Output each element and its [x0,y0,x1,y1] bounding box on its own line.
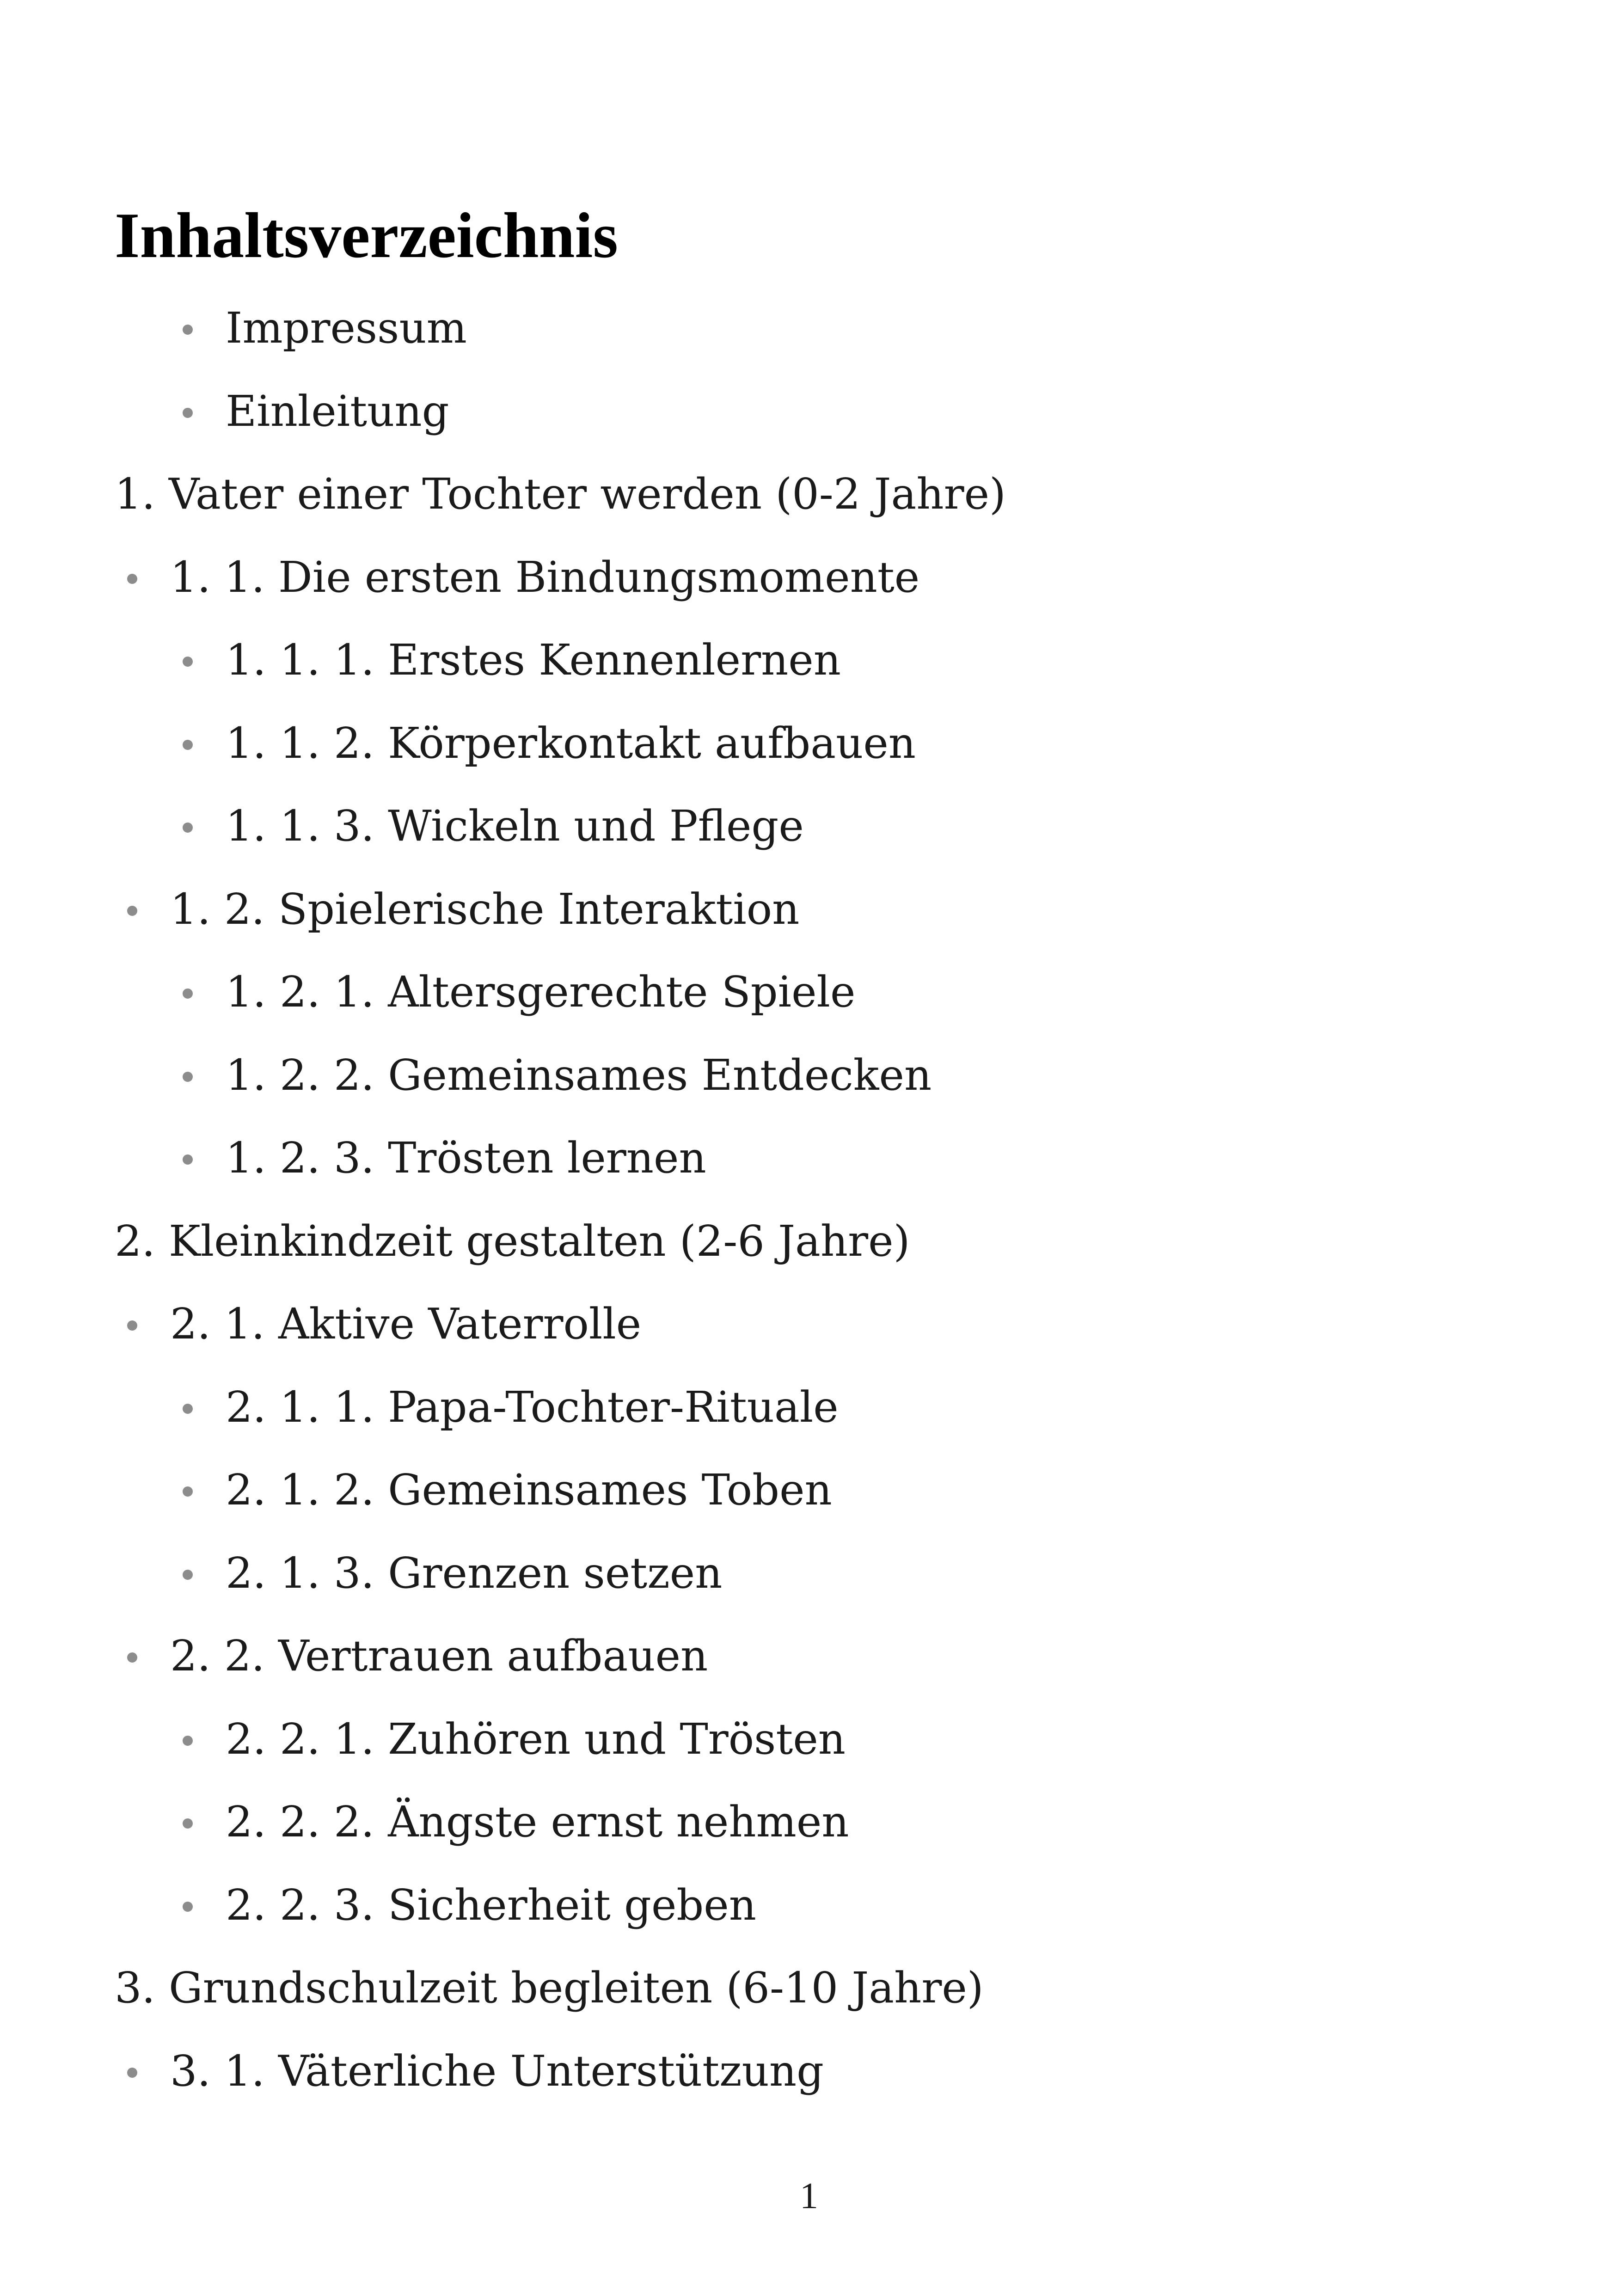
toc-entry-label: 1. 1. 3. Wickeln und Pflege [226,801,804,851]
bullet-icon [183,1902,193,1912]
toc-entry-label: 3. Grundschulzeit begleiten (6-10 Jahre) [115,1963,984,2013]
bullet-icon [183,657,193,667]
bullet-icon [127,1652,137,1663]
toc-entry-label: 3. 1. Väterliche Unterstützung [170,2046,824,2096]
bullet-icon [127,574,137,584]
toc-title: Inhaltsverzeichnis [115,200,618,271]
bullet-icon [127,2068,137,2078]
bullet-icon [183,1404,193,1414]
toc-entry-label: 2. 2. 2. Ängste ernst nehmen [226,1797,849,1847]
page-number: 1 [800,2176,818,2216]
toc-entry-label: 2. Kleinkindzeit gestalten (2-6 Jahre) [115,1216,910,1266]
toc-entry-label: 2. 1. 1. Papa-Tochter-Rituale [226,1382,839,1432]
toc-entry-label: 2. 1. 2. Gemeinsames Toben [226,1465,832,1515]
toc-entry-label: 1. 2. 2. Gemeinsames Entdecken [226,1050,932,1100]
toc-entry-label: 1. Vater einer Tochter werden (0-2 Jahre) [115,469,1006,519]
toc-entry-label: 2. 2. 1. Zuhören und Trösten [226,1714,846,1764]
bullet-icon [183,1154,193,1165]
bullet-icon [183,1570,193,1580]
toc-entry-label: 1. 2. Spielerische Interaktion [170,884,800,934]
bullet-icon [183,408,193,418]
bullet-icon [183,1486,193,1497]
toc-entry-label: 2. 2. Vertrauen aufbauen [170,1631,708,1681]
toc-entry-label: 1. 2. 3. Trösten lernen [226,1133,706,1183]
toc-entry-label: 2. 1. Aktive Vaterrolle [170,1299,642,1349]
toc-entry-label: Einleitung [226,386,449,436]
toc-entry-label: 2. 1. 3. Grenzen setzen [226,1548,723,1598]
bullet-icon [127,906,137,916]
toc-entry-label: 1. 1. 1. Erstes Kennenlernen [226,635,841,685]
toc-entry-label: 1. 1. 2. Körperkontakt aufbauen [226,718,916,768]
toc-entry-label: 2. 2. 3. Sicherheit geben [226,1880,756,1930]
bullet-icon [183,740,193,750]
toc-entry-label: 1. 1. Die ersten Bindungsmomente [170,552,920,602]
bullet-icon [183,1818,193,1829]
bullet-icon [183,1072,193,1082]
bullet-icon [183,988,193,999]
bullet-icon [183,823,193,833]
toc-entry-label: Impressum [226,303,467,353]
toc-entry-label: 1. 2. 1. Altersgerechte Spiele [226,967,856,1017]
bullet-icon [183,325,193,335]
bullet-icon [183,1736,193,1746]
bullet-icon [127,1320,137,1331]
